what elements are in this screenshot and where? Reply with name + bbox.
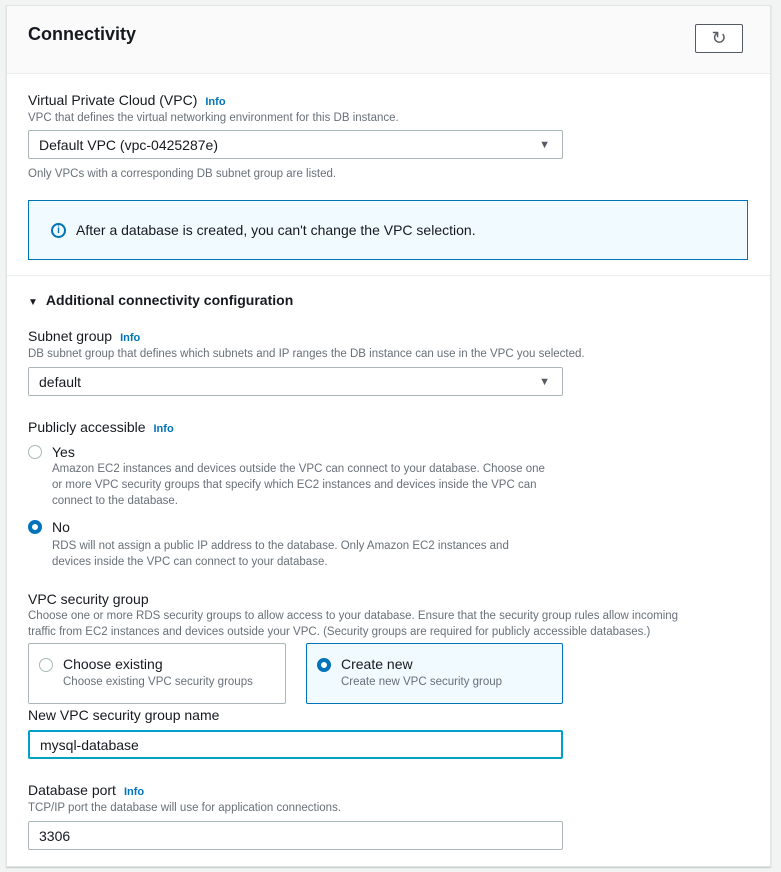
- tile-title: Choose existing: [63, 656, 163, 672]
- vpc-label: [28, 92, 226, 108]
- radio-no-label: No: [52, 519, 70, 535]
- desc-line: connect to the database.: [52, 495, 178, 507]
- port-value: 3306: [39, 827, 71, 844]
- radio-yes-label: Yes: [52, 444, 75, 460]
- vpc-select[interactable]: [28, 130, 563, 159]
- refresh-icon: ↻: [711, 28, 727, 48]
- subnet-select[interactable]: [28, 367, 563, 396]
- port-info-link[interactable]: Info: [123, 786, 145, 798]
- connectivity-panel: [6, 5, 771, 867]
- vpc-info-link[interactable]: Info: [205, 96, 226, 108]
- info-icon: i: [51, 223, 66, 238]
- public-label-text: Publicly accessible: [28, 419, 146, 435]
- panel-title: Connectivity: [28, 24, 137, 44]
- tile-description: Create new VPC security group: [341, 676, 503, 688]
- caret-down-icon: ▼: [539, 139, 550, 151]
- radio-yes-description: [52, 461, 545, 509]
- desc-line: Amazon EC2 instances and devices outside the VPC can connect to your database. Choose one: [52, 463, 545, 475]
- panel-header: [7, 6, 770, 74]
- alert-text: After a database is created, you can't change the VPC selection.: [76, 222, 476, 238]
- tile-description: Choose existing VPC security groups: [63, 676, 253, 688]
- sg-label: VPC security group: [28, 591, 149, 607]
- tile-choose-existing[interactable]: [28, 643, 286, 704]
- vpc-description: VPC that defines the virtual networking environment for this DB instance.: [28, 112, 399, 124]
- refresh-button[interactable]: [695, 24, 743, 53]
- sg-name-value: mysql-database: [40, 736, 139, 753]
- desc-line: or more VPC security groups that specify which EC2 instances and devices inside the VPC can: [52, 479, 537, 491]
- expander-label: Additional connectivity configuration: [45, 292, 294, 308]
- vpc-hint: Only VPCs with a corresponding DB subnet group are listed.: [28, 168, 337, 180]
- desc-line: devices inside the VPC can connect to your database.: [52, 556, 328, 568]
- radio-create-new[interactable]: [317, 658, 331, 672]
- additional-config-expander[interactable]: [28, 292, 293, 308]
- caret-down-icon: ▼: [539, 376, 550, 388]
- subnet-label: [28, 328, 140, 344]
- port-label: [28, 782, 144, 798]
- desc-line: traffic from EC2 instances and devices outside your VPC. (Security groups are required for publicly accessible databases.): [28, 626, 651, 638]
- public-label: [28, 419, 174, 435]
- subnet-description: DB subnet group that defines which subnets and IP ranges the DB instance can use in the VPC you selected.: [28, 348, 585, 360]
- info-alert: [28, 200, 748, 260]
- desc-line: Choose one or more RDS security groups to allow access to your database. Ensure that the security group rules allow incoming: [28, 610, 679, 622]
- sg-name-label: New VPC security group name: [28, 707, 220, 723]
- subnet-label-text: Subnet group: [28, 328, 113, 344]
- port-label-text: Database port: [28, 782, 116, 798]
- vpc-select-value: Default VPC (vpc-0425287e): [39, 136, 218, 153]
- tile-create-new[interactable]: [306, 643, 563, 704]
- port-description: TCP/IP port the database will use for application connections.: [28, 802, 342, 814]
- radio-no[interactable]: [28, 520, 42, 534]
- vpc-label-text: Virtual Private Cloud (VPC): [28, 92, 198, 108]
- desc-line: RDS will not assign a public IP address to the database. Only Amazon EC2 instances and: [52, 540, 509, 552]
- radio-yes[interactable]: [28, 445, 42, 459]
- divider: [7, 275, 770, 276]
- radio-no-description: [52, 538, 509, 570]
- public-info-link[interactable]: Info: [153, 423, 174, 435]
- subnet-select-value: default: [39, 373, 82, 390]
- caret-down-icon: ▼: [28, 297, 38, 308]
- sg-description: [28, 608, 678, 640]
- subnet-info-link[interactable]: Info: [120, 332, 141, 344]
- sg-name-input[interactable]: [28, 730, 563, 759]
- tile-title: Create new: [341, 656, 413, 672]
- radio-choose-existing[interactable]: [39, 658, 53, 672]
- port-input[interactable]: [28, 821, 563, 850]
